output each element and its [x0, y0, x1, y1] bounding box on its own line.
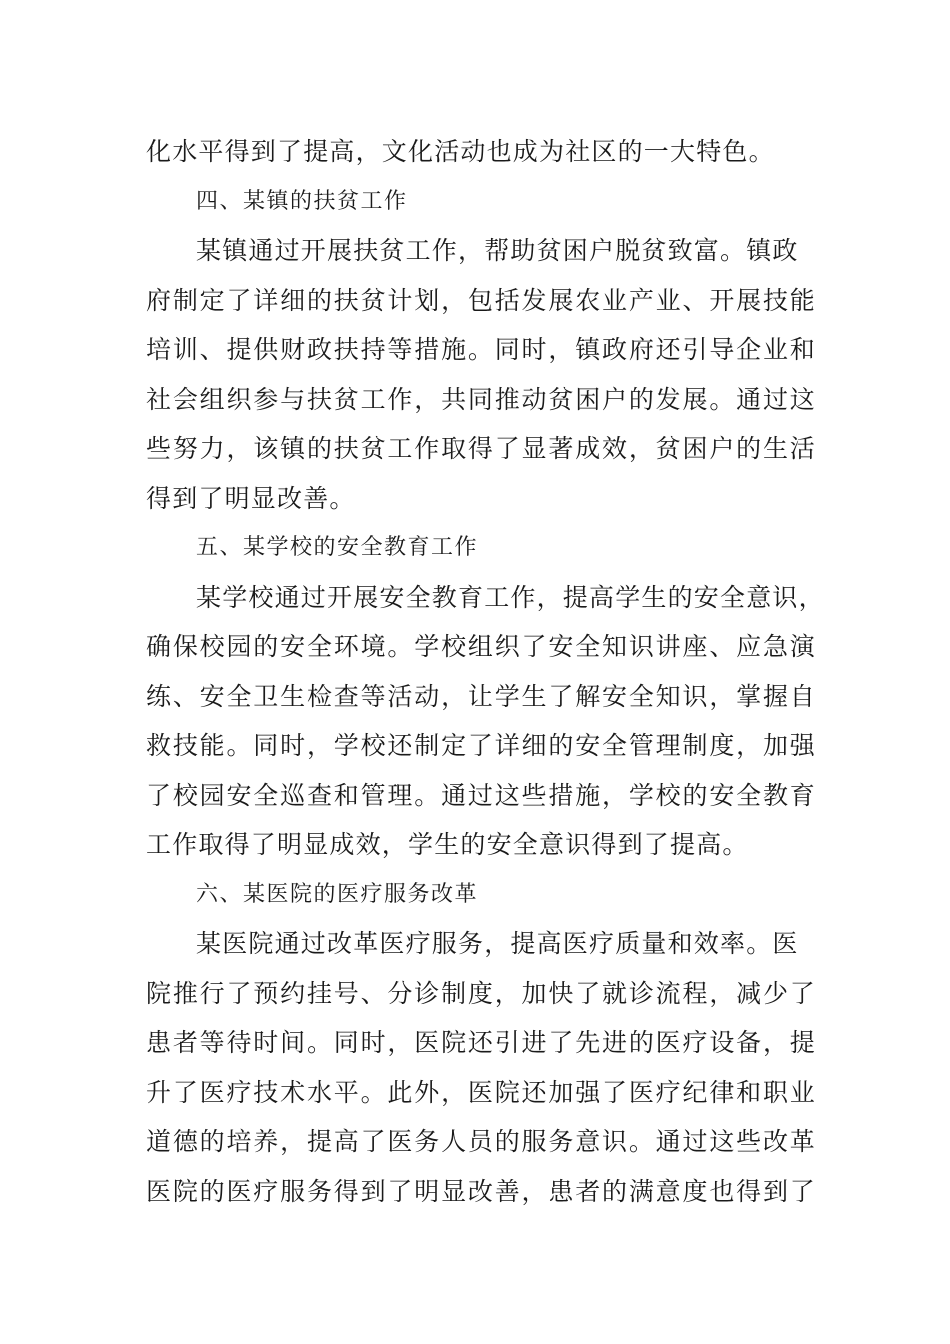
body-line: 些努力，该镇的扶贫工作取得了显著成效，贫困户的生活 — [146, 434, 816, 463]
body-line: 升了医疗技术水平。此外，医院还加强了医疗纪律和职业 — [146, 1077, 816, 1107]
body-line: 练、安全卫生检查等活动，让学生了解安全知识，掌握自 — [146, 681, 816, 711]
body-line: 道德的培养，提高了医务人员的服务意识。通过这些改革 — [146, 1127, 816, 1156]
body-line: 某医院通过改革医疗服务，提高医疗质量和效率。医 — [196, 929, 799, 958]
section-heading: 四、某镇的扶贫工作 — [196, 188, 408, 214]
body-line: 某学校通过开展安全教育工作，提高学生的安全意识， — [196, 582, 825, 612]
section-heading: 六、某医院的医疗服务改革 — [196, 881, 479, 907]
body-line: 医院的医疗服务得到了明显改善，患者的满意度也得到了 — [146, 1176, 816, 1206]
body-line: 府制定了详细的扶贫计划，包括发展农业产业、开展技能 — [146, 285, 816, 315]
body-line: 社会组织参与扶贫工作，共同推动贫困户的发展。通过这 — [146, 384, 816, 414]
body-line: 某镇通过开展扶贫工作，帮助贫困户脱贫致富。镇政 — [196, 236, 799, 265]
section-heading: 五、某学校的安全教育工作 — [196, 535, 479, 560]
body-line: 工作取得了明显成效，学生的安全意识得到了提高。 — [146, 830, 749, 859]
body-line: 化水平得到了提高，文化活动也成为社区的一大特色。 — [146, 137, 775, 166]
body-line: 培训、提供财政扶持等措施。同时，镇政府还引导企业和 — [146, 335, 816, 364]
body-line: 确保校园的安全环境。学校组织了安全知识讲座、应急演 — [146, 632, 816, 661]
body-line: 救技能。同时，学校还制定了详细的安全管理制度，加强 — [146, 731, 816, 760]
body-line: 院推行了预约挂号、分诊制度，加快了就诊流程，减少了 — [146, 978, 816, 1008]
document-body — [146, 127, 825, 1216]
body-line: 得到了明显改善。 — [146, 483, 356, 513]
body-line: 了校园安全巡查和管理。通过这些措施，学校的安全教育 — [146, 780, 816, 810]
body-line: 患者等待时间。同时，医院还引进了先进的医疗设备，提 — [146, 1028, 816, 1057]
